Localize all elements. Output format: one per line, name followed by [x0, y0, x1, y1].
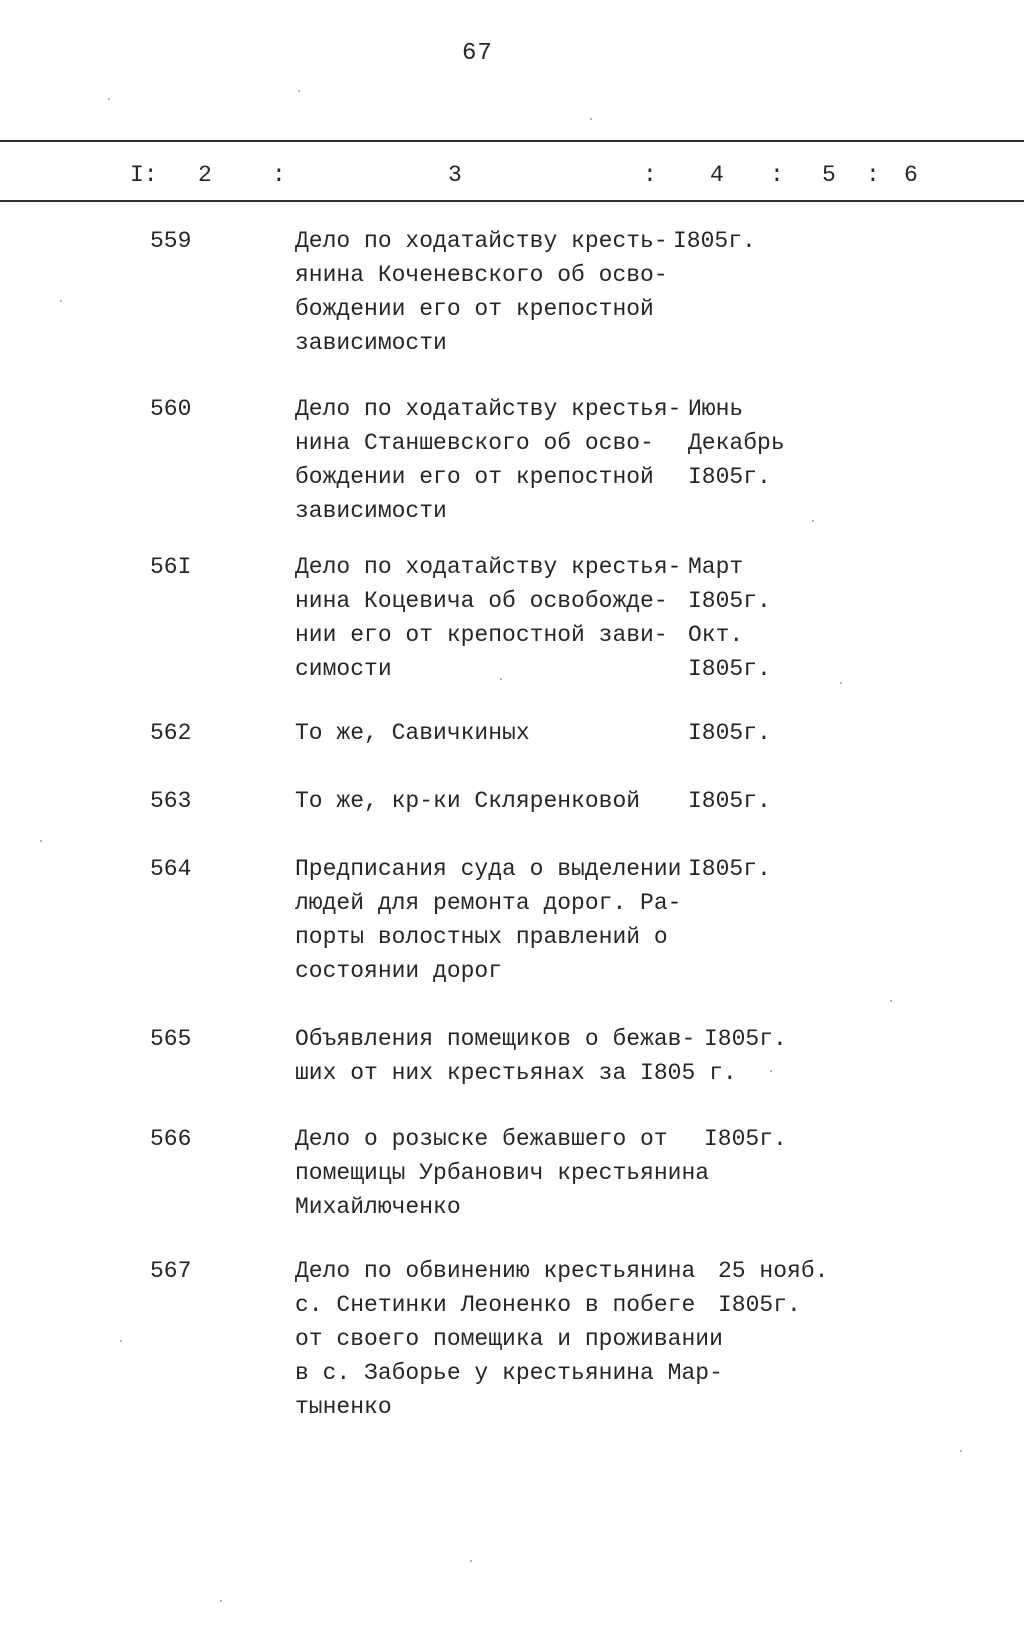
case-dates: [704, 1022, 787, 1056]
case-description: [295, 224, 715, 360]
scan-speck: [220, 1600, 222, 1602]
case-description: [295, 550, 715, 686]
case-dates: [688, 852, 771, 886]
description-line: Дело о розыске бежавшего от: [295, 1126, 668, 1152]
date-line: I805г.: [704, 1026, 787, 1052]
scan-speck: [470, 1560, 472, 1562]
date-line: Март: [688, 554, 744, 580]
header-col-2: 2: [198, 162, 212, 188]
date-line: I805г.: [673, 228, 756, 254]
description-line: симости: [295, 656, 392, 682]
description-line: бождении его от крепостной: [295, 464, 654, 490]
description-line: от своего помещика и проживании: [295, 1326, 723, 1352]
description-line: людей для ремонта дорог. Ра-: [295, 890, 682, 916]
scan-speck: [770, 1070, 772, 1072]
case-dates: [688, 392, 785, 494]
description-line: нина Коцевича об освобожде-: [295, 588, 668, 614]
header-separator-2: :: [643, 162, 657, 188]
header-separator-1: :: [272, 162, 286, 188]
case-dates: [718, 1254, 828, 1322]
header-col-6: 6: [904, 162, 918, 188]
description-line: Дело по обвинению крестьянина: [295, 1258, 696, 1284]
description-line: Предписания суда о выделении: [295, 856, 682, 882]
header-separator-4: :: [866, 162, 880, 188]
header-col-1: I:: [130, 162, 158, 188]
date-line: I805г.: [688, 588, 771, 614]
description-line: янина Коченевского об осво-: [295, 262, 668, 288]
description-line: Михайлюченко: [295, 1194, 461, 1220]
date-line: I805г.: [688, 464, 771, 490]
header-col-5: 5: [822, 162, 836, 188]
description-line: состоянии дорог: [295, 958, 503, 984]
scan-speck: [500, 678, 502, 680]
case-dates: [704, 1122, 787, 1156]
description-line: ших от них крестьянах за I805 г.: [295, 1060, 737, 1086]
date-line: I805г.: [688, 656, 771, 682]
description-line: То же, кр-ки Скляренковой: [295, 788, 641, 814]
page-number: 67: [462, 40, 493, 67]
scan-speck: [960, 1450, 962, 1452]
description-line: Дело по ходатайству кресть-: [295, 228, 668, 254]
description-line: тыненко: [295, 1394, 392, 1420]
case-dates: [688, 784, 771, 818]
scan-speck: [590, 118, 592, 120]
description-line: с. Снетинки Леоненко в побеге: [295, 1292, 696, 1318]
case-number: 564: [150, 856, 192, 882]
scan-speck: [890, 1000, 892, 1002]
date-line: Декабрь: [688, 430, 785, 456]
scan-speck: [60, 300, 62, 302]
date-line: Июнь: [688, 396, 744, 422]
case-description: [295, 1254, 723, 1424]
description-line: порты волостных правлений о: [295, 924, 668, 950]
scan-speck: [108, 98, 110, 100]
description-line: зависимости: [295, 330, 447, 356]
description-line: в с. Заборье у крестьянина Мар-: [295, 1360, 723, 1386]
case-number: 562: [150, 720, 192, 746]
description-line: То же, Савичкиных: [295, 720, 530, 746]
case-dates: [673, 224, 756, 258]
case-description: [295, 1122, 715, 1224]
description-line: бождении его от крепостной: [295, 296, 654, 322]
scan-speck: [812, 520, 814, 522]
description-line: Дело по ходатайству крестья-: [295, 554, 682, 580]
table-top-rule: [0, 140, 1024, 142]
header-col-3: 3: [448, 162, 462, 188]
case-dates: [688, 550, 771, 686]
scan-speck: [120, 1340, 122, 1342]
date-line: I805г.: [688, 720, 771, 746]
description-line: нина Станшевского об осво-: [295, 430, 654, 456]
date-line: 25 нояб.: [718, 1258, 829, 1284]
scan-speck: [840, 682, 842, 684]
date-line: I805г.: [688, 788, 771, 814]
case-dates: [688, 716, 771, 750]
case-description: [295, 1022, 737, 1090]
description-line: помещицы Урбанович крестьянина: [295, 1160, 710, 1186]
case-number: 559: [150, 228, 192, 254]
case-number: 563: [150, 788, 192, 814]
case-number: 566: [150, 1126, 192, 1152]
description-line: нии его от крепостной зави-: [295, 622, 668, 648]
date-line: I805г.: [704, 1126, 787, 1152]
table-header-rule: [0, 200, 1024, 202]
case-description: [295, 716, 715, 750]
case-number: 565: [150, 1026, 192, 1052]
case-number: 56I: [150, 554, 192, 580]
header-col-4: 4: [710, 162, 724, 188]
scan-speck: [298, 90, 300, 92]
description-line: Объявления помещиков о бежав-: [295, 1026, 696, 1052]
description-line: зависимости: [295, 498, 447, 524]
date-line: Окт.: [688, 622, 744, 648]
case-description: [295, 392, 715, 528]
date-line: I805г.: [718, 1292, 801, 1318]
case-description: [295, 784, 715, 818]
header-separator-3: :: [770, 162, 784, 188]
scan-speck: [40, 840, 42, 842]
case-number: 567: [150, 1258, 192, 1284]
case-description: [295, 852, 715, 988]
date-line: I805г.: [688, 856, 771, 882]
case-number: 560: [150, 396, 192, 422]
description-line: Дело по ходатайству крестья-: [295, 396, 682, 422]
